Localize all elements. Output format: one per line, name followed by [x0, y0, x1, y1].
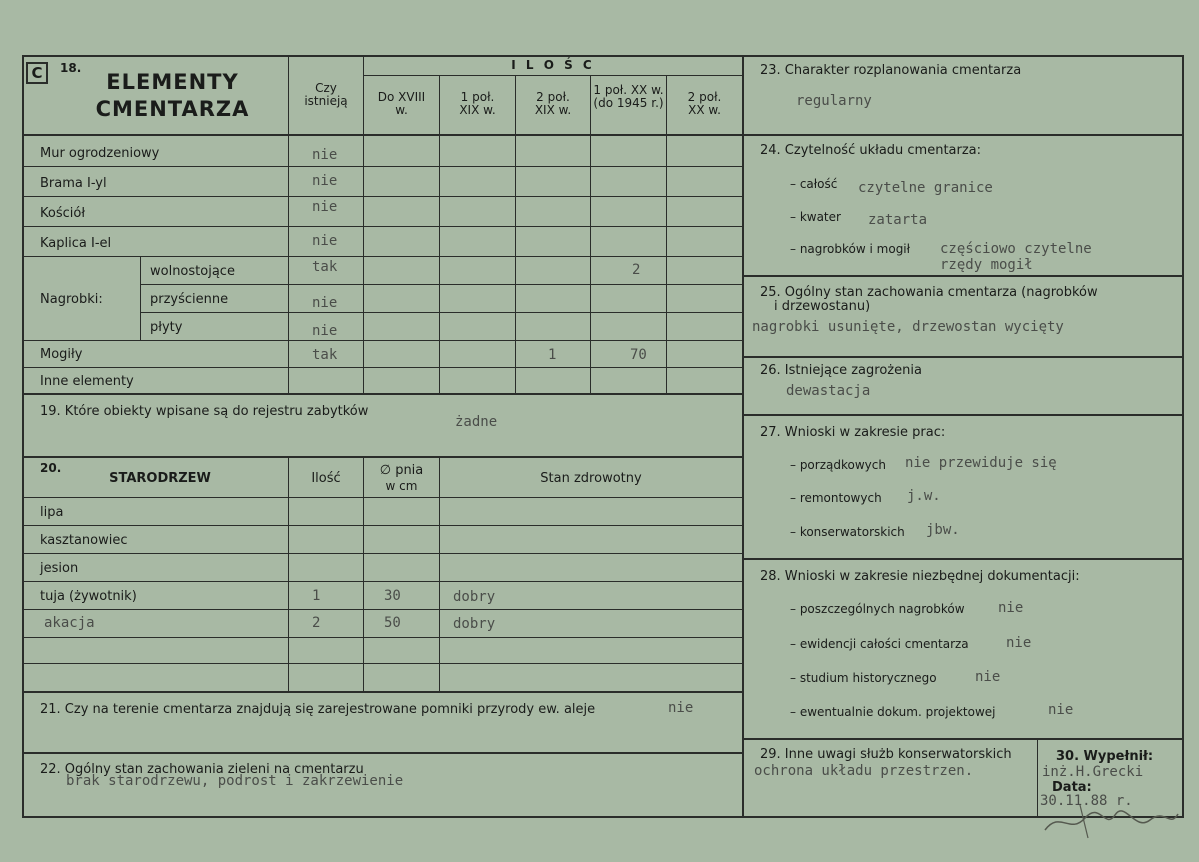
row-line	[22, 256, 742, 257]
s25-label: 25. Ogólny stan zachowania cmentarza (nagrobków	[760, 285, 1098, 300]
s27-order-value: nie przewiduje się	[905, 455, 1057, 471]
quantity-value: 2	[632, 262, 641, 278]
row-line	[22, 393, 742, 395]
grid-line	[515, 75, 516, 393]
exists-value: tak	[312, 259, 338, 275]
row-label: Inne elementy	[40, 374, 134, 389]
s30-label: 30. Wypełnił:	[1056, 749, 1154, 764]
grid-line	[22, 134, 742, 136]
exists-value: nie	[312, 323, 338, 339]
s27-conserv-value: jbw.	[926, 522, 960, 538]
s28-item-label: – poszczególnych nagrobków	[790, 602, 965, 616]
col-header-qty: Ilość	[311, 471, 341, 486]
s22-label: 22. Ogólny stan zachowania zieleni na cmentarzu	[40, 762, 364, 777]
s23-value: regularny	[796, 93, 872, 109]
s30-date-label: Data:	[1052, 780, 1092, 795]
s27-repair-value: j.w.	[907, 488, 941, 504]
exists-value: tak	[312, 347, 338, 363]
s30-name: inż.H.Grecki	[1042, 764, 1144, 780]
row-label: płyty	[150, 320, 183, 335]
tree-name: jesion	[40, 561, 79, 576]
s24-label: 24. Czytelność układu cmentarza:	[760, 143, 982, 158]
col-header-period: 1 poł. XX w. (do 1945 r.)	[593, 83, 664, 110]
frame-line	[22, 55, 1184, 57]
tree-health: dobry	[453, 589, 496, 605]
s21-label: 21. Czy na terenie cmentarza znajdują się zarejestrowane pomniki przyrody ew. aleje	[40, 702, 596, 717]
row-label: Mogiły	[40, 347, 83, 362]
col-header-period: 2 poł. XIX w.	[534, 90, 572, 117]
row-line	[744, 558, 1182, 560]
tree-name: tuja (żywotnik)	[40, 589, 137, 604]
s28-item-label: – ewentualnie dokum. projektowej	[790, 705, 996, 719]
exists-value: nie	[312, 295, 338, 311]
col-header-health: Stan zdrowotny	[540, 471, 642, 486]
row-line	[744, 275, 1182, 277]
s24-whole-label: – całość	[790, 177, 838, 191]
section-title: ELEMENTY	[106, 70, 239, 94]
row-label: Mur ogrodzeniowy	[40, 146, 160, 161]
col-header-period: 2 poł. XX w.	[687, 90, 722, 117]
tree-diameter: 50	[384, 615, 401, 631]
section-title: CMENTARZA	[95, 97, 250, 121]
frame-line	[22, 816, 1184, 818]
row-label: przyścienne	[150, 292, 229, 307]
row-label: Kaplica I-el	[40, 236, 112, 251]
row-line	[22, 663, 742, 664]
s26-value: dewastacja	[786, 383, 871, 399]
row-line	[22, 525, 742, 526]
tree-health: dobry	[453, 616, 496, 632]
s28-label: 28. Wnioski w zakresie niezbędnej dokumentacji:	[760, 569, 1080, 584]
row-line	[744, 414, 1182, 416]
s24-graves-value2: rzędy mogił	[940, 257, 1033, 273]
tree-name: kasztanowiec	[40, 533, 128, 548]
frame-line	[22, 55, 24, 818]
tree-diameter: 30	[384, 588, 401, 604]
s25-label: i drzewostanu)	[774, 299, 871, 314]
row-line	[140, 312, 742, 313]
exists-value: nie	[312, 147, 338, 163]
grid-line	[363, 75, 743, 76]
s28-item-label: – ewidencji całości cmentarza	[790, 637, 969, 651]
row-line	[22, 456, 742, 458]
s27-repair-label: – remontowych	[790, 491, 882, 505]
row-label: wolnostojące	[150, 264, 235, 279]
row-line	[22, 226, 742, 227]
col-header-period: 1 poł. XIX w.	[459, 90, 496, 117]
exists-value: nie	[312, 233, 338, 249]
s24-whole-value: czytelne granice	[858, 180, 993, 196]
row-line	[140, 284, 742, 285]
s24-graves-value: częściowo czytelne	[940, 241, 1092, 257]
s28-item-value: nie	[1048, 702, 1074, 718]
tree-qty: 2	[312, 615, 321, 631]
row-line	[22, 367, 742, 368]
s19-label: 19. Które obiekty wpisane są do rejestru zabytków	[40, 404, 369, 419]
row-line	[22, 196, 742, 197]
section-title: STARODRZEW	[109, 471, 211, 486]
s24-graves-label: – nagrobków i mogił	[790, 242, 911, 256]
s27-order-label: – porządkowych	[790, 458, 886, 472]
frame-line	[1182, 55, 1184, 818]
grid-line	[140, 256, 141, 340]
section-letter-box: C	[26, 62, 48, 84]
exists-value: nie	[312, 199, 338, 215]
col-header-ilosc: I L O Ś C	[511, 58, 595, 72]
s23-label: 23. Charakter rozplanowania cmentarza	[760, 63, 1022, 78]
quantity-value: 70	[630, 347, 647, 363]
row-line	[22, 637, 742, 638]
section-number: 20.	[40, 461, 62, 475]
row-line	[22, 553, 742, 554]
s26-label: 26. Istniejące zagrożenia	[760, 363, 922, 378]
frame-line	[742, 55, 744, 818]
row-line	[22, 752, 742, 754]
tree-qty: 1	[312, 588, 321, 604]
row-line	[22, 581, 742, 582]
tree-name: akacja	[44, 615, 95, 631]
col-header-period: Do XVIII w.	[377, 90, 426, 117]
s25-value: nagrobki usunięte, drzewostan wycięty	[752, 319, 1064, 335]
s19-value: żadne	[455, 414, 498, 430]
grid-line	[666, 75, 667, 393]
quantity-value: 1	[548, 347, 557, 363]
s27-label: 27. Wnioski w zakresie prac:	[760, 425, 946, 440]
col-header-exists: Czy istnieją	[304, 81, 348, 108]
signature	[1040, 800, 1180, 840]
s30-date-value: 30.11.88 r.	[1040, 793, 1133, 809]
s24-quarters-value: zatarta	[868, 212, 928, 228]
grid-line	[1037, 738, 1038, 817]
s28-item-value: nie	[975, 669, 1001, 685]
s27-conserv-label: – konserwatorskich	[790, 525, 905, 539]
row-label: Kościół	[40, 206, 86, 221]
row-line	[22, 166, 742, 167]
row-line	[22, 497, 742, 498]
row-line	[22, 691, 742, 693]
tree-name: lipa	[40, 505, 64, 520]
s22-value: brak starodrzewu, podrost i zakrzewienie	[66, 773, 404, 789]
row-label: Brama I-yl	[40, 176, 107, 191]
section-number: 18.	[60, 61, 82, 75]
grid-line	[439, 458, 440, 691]
row-line	[22, 340, 742, 341]
row-label: Nagrobki:	[40, 292, 103, 307]
s28-item-value: nie	[1006, 635, 1032, 651]
exists-value: nie	[312, 173, 338, 189]
grid-line	[363, 458, 364, 691]
col-header-diameter: ∅ pnia	[379, 463, 424, 478]
grid-line	[439, 75, 440, 393]
row-line	[744, 356, 1182, 358]
row-line	[744, 134, 1182, 136]
grid-line	[590, 75, 591, 393]
row-line	[22, 609, 742, 610]
s29-value: ochrona układu przestrzen.	[754, 763, 974, 779]
s28-item-label: – studium historycznego	[790, 671, 937, 685]
s24-quarters-label: – kwater	[790, 210, 841, 224]
grid-line	[288, 458, 289, 691]
s29-label: 29. Inne uwagi służb konserwatorskich	[760, 747, 1012, 762]
s28-item-value: nie	[998, 600, 1024, 616]
row-line	[744, 738, 1182, 740]
s21-value: nie	[668, 700, 694, 716]
col-header-diameter: w cm	[385, 479, 418, 493]
